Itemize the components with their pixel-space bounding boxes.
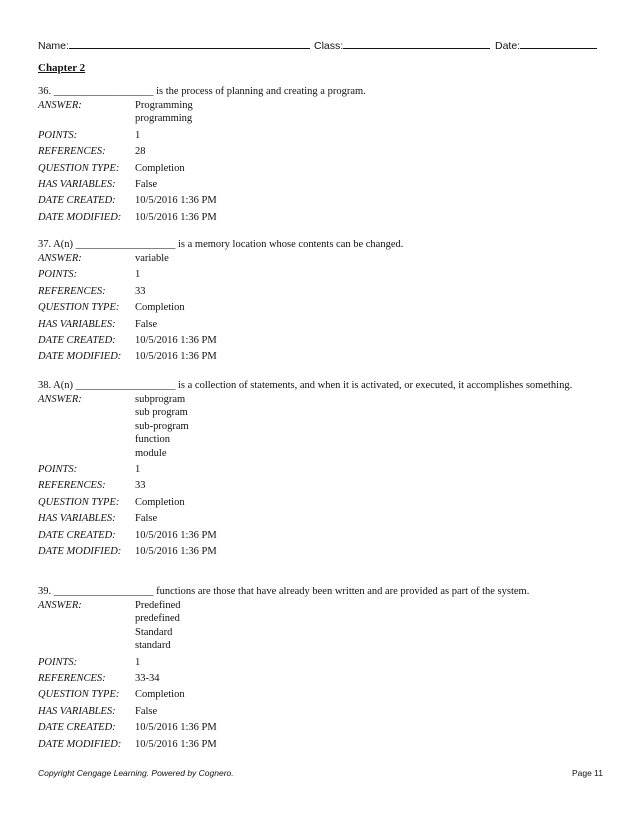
question-type-value: Completion bbox=[135, 162, 185, 174]
date-modified-row bbox=[38, 211, 603, 227]
points-label: POINTS: bbox=[38, 129, 78, 141]
answer-value: variable bbox=[135, 253, 169, 264]
has-variables-value: False bbox=[135, 318, 158, 330]
points-label: POINTS: bbox=[38, 656, 78, 668]
answer-row bbox=[38, 599, 603, 656]
question-type-row bbox=[38, 162, 603, 178]
date-modified-label: DATE MODIFIED: bbox=[38, 545, 122, 557]
points-row bbox=[38, 129, 603, 145]
references-row bbox=[38, 145, 603, 161]
question-type-label: QUESTION TYPE: bbox=[38, 162, 120, 174]
date-created-label: DATE CREATED: bbox=[38, 334, 116, 346]
date-created-row bbox=[38, 194, 603, 210]
question-type-value: Completion bbox=[135, 689, 185, 701]
date-modified-value: 10/5/2016 1:36 PM bbox=[135, 211, 217, 223]
answer-value: sub-program bbox=[135, 420, 189, 432]
class-label: Class: bbox=[314, 40, 344, 52]
page-number: Page 11 bbox=[571, 768, 603, 778]
date-created-label: DATE CREATED: bbox=[38, 529, 116, 541]
answer-value: Programming bbox=[135, 100, 193, 111]
answer-value: function bbox=[135, 434, 170, 446]
points-value: 1 bbox=[135, 656, 141, 668]
date-created-row bbox=[38, 529, 603, 545]
question-type-row bbox=[38, 496, 603, 512]
answer-value: module bbox=[135, 447, 167, 459]
date-modified-row bbox=[38, 738, 603, 754]
answer-label: ANSWER: bbox=[38, 600, 82, 611]
question-block bbox=[38, 238, 603, 367]
date-blank bbox=[520, 37, 597, 49]
has-variables-value: False bbox=[135, 178, 158, 190]
answer-value: Standard bbox=[135, 626, 173, 638]
answer-values bbox=[135, 393, 603, 460]
date-created-value: 10/5/2016 1:36 PM bbox=[135, 722, 217, 734]
chapter-heading: Chapter 2 bbox=[38, 62, 86, 74]
has-variables-value: False bbox=[135, 513, 158, 525]
answer-label: ANSWER: bbox=[38, 100, 82, 111]
question-type-value: Completion bbox=[135, 302, 185, 314]
answer-row bbox=[38, 393, 603, 463]
has-variables-label: HAS VARIABLES: bbox=[38, 513, 116, 525]
date-created-value: 10/5/2016 1:36 PM bbox=[135, 334, 217, 346]
name-label: Name: bbox=[38, 40, 69, 52]
answer-value: Predefined bbox=[135, 600, 181, 611]
answer-row bbox=[38, 252, 603, 268]
answer-label: ANSWER: bbox=[38, 253, 82, 264]
references-value: 33 bbox=[135, 480, 146, 492]
points-row bbox=[38, 463, 603, 479]
date-modified-label: DATE MODIFIED: bbox=[38, 211, 122, 223]
date-modified-row bbox=[38, 545, 603, 561]
date-field bbox=[495, 37, 597, 52]
date-modified-value: 10/5/2016 1:36 PM bbox=[135, 545, 217, 557]
has-variables-row bbox=[38, 178, 603, 194]
question-text: 39. ___________________ functions are those that have already been written and are provided as part of the system. bbox=[38, 586, 530, 597]
question-type-row bbox=[38, 688, 603, 704]
date-modified-row bbox=[38, 350, 603, 366]
date-created-label: DATE CREATED: bbox=[38, 722, 116, 734]
references-row bbox=[38, 285, 603, 301]
has-variables-row bbox=[38, 705, 603, 721]
points-label: POINTS: bbox=[38, 269, 78, 281]
date-created-row bbox=[38, 334, 603, 350]
question-type-value: Completion bbox=[135, 496, 185, 508]
date-modified-value: 10/5/2016 1:36 PM bbox=[135, 738, 217, 750]
references-value: 28 bbox=[135, 146, 146, 158]
points-label: POINTS: bbox=[38, 464, 78, 476]
answer-label: ANSWER: bbox=[38, 394, 82, 405]
has-variables-row bbox=[38, 318, 603, 334]
answer-value: sub program bbox=[135, 407, 188, 419]
has-variables-value: False bbox=[135, 705, 158, 717]
references-row bbox=[38, 672, 603, 688]
copyright-text: Copyright Cengage Learning. Powered by Cognero. bbox=[38, 768, 234, 778]
question-block bbox=[38, 85, 603, 227]
references-value: 33 bbox=[135, 285, 146, 297]
name-blank bbox=[69, 37, 310, 49]
date-created-row bbox=[38, 721, 603, 737]
class-blank bbox=[343, 37, 490, 49]
points-value: 1 bbox=[135, 269, 141, 281]
answer-value: programming bbox=[135, 113, 193, 125]
points-row bbox=[38, 268, 603, 284]
question-text: 36. ___________________ is the process of planning and creating a program. bbox=[38, 86, 366, 97]
points-value: 1 bbox=[135, 129, 141, 141]
answer-values bbox=[135, 99, 603, 126]
question-text: 38. A(n) ___________________ is a collection of statements, and when it is activated, or executed, it accomplishes something. bbox=[38, 380, 573, 391]
points-row bbox=[38, 656, 603, 672]
date-modified-label: DATE MODIFIED: bbox=[38, 351, 122, 363]
question-block bbox=[38, 379, 603, 561]
question-type-label: QUESTION TYPE: bbox=[38, 302, 120, 314]
answer-value: predefined bbox=[135, 613, 180, 625]
answer-values bbox=[135, 599, 603, 653]
question-block bbox=[38, 585, 603, 754]
points-value: 1 bbox=[135, 464, 141, 476]
date-modified-label: DATE MODIFIED: bbox=[38, 738, 122, 750]
has-variables-label: HAS VARIABLES: bbox=[38, 178, 116, 190]
references-label: REFERENCES: bbox=[38, 146, 106, 158]
answer-values bbox=[135, 252, 603, 265]
question-type-label: QUESTION TYPE: bbox=[38, 689, 120, 701]
date-created-value: 10/5/2016 1:36 PM bbox=[135, 195, 217, 207]
date-modified-value: 10/5/2016 1:36 PM bbox=[135, 351, 217, 363]
class-field bbox=[314, 37, 490, 52]
date-label: Date: bbox=[495, 40, 521, 52]
name-field bbox=[38, 37, 310, 52]
references-value: 33-34 bbox=[135, 673, 160, 685]
references-label: REFERENCES: bbox=[38, 480, 106, 492]
has-variables-label: HAS VARIABLES: bbox=[38, 705, 116, 717]
references-label: REFERENCES: bbox=[38, 285, 106, 297]
references-row bbox=[38, 479, 603, 495]
references-label: REFERENCES: bbox=[38, 673, 106, 685]
header-fields bbox=[38, 37, 603, 53]
question-text: 37. A(n) ___________________ is a memory location whose contents can be changed. bbox=[38, 239, 404, 250]
answer-value: standard bbox=[135, 640, 171, 652]
has-variables-row bbox=[38, 512, 603, 528]
date-created-value: 10/5/2016 1:36 PM bbox=[135, 529, 217, 541]
answer-value: subprogram bbox=[135, 394, 186, 405]
answer-row bbox=[38, 99, 603, 129]
date-created-label: DATE CREATED: bbox=[38, 195, 116, 207]
question-type-label: QUESTION TYPE: bbox=[38, 496, 120, 508]
has-variables-label: HAS VARIABLES: bbox=[38, 318, 116, 330]
question-type-row bbox=[38, 301, 603, 317]
